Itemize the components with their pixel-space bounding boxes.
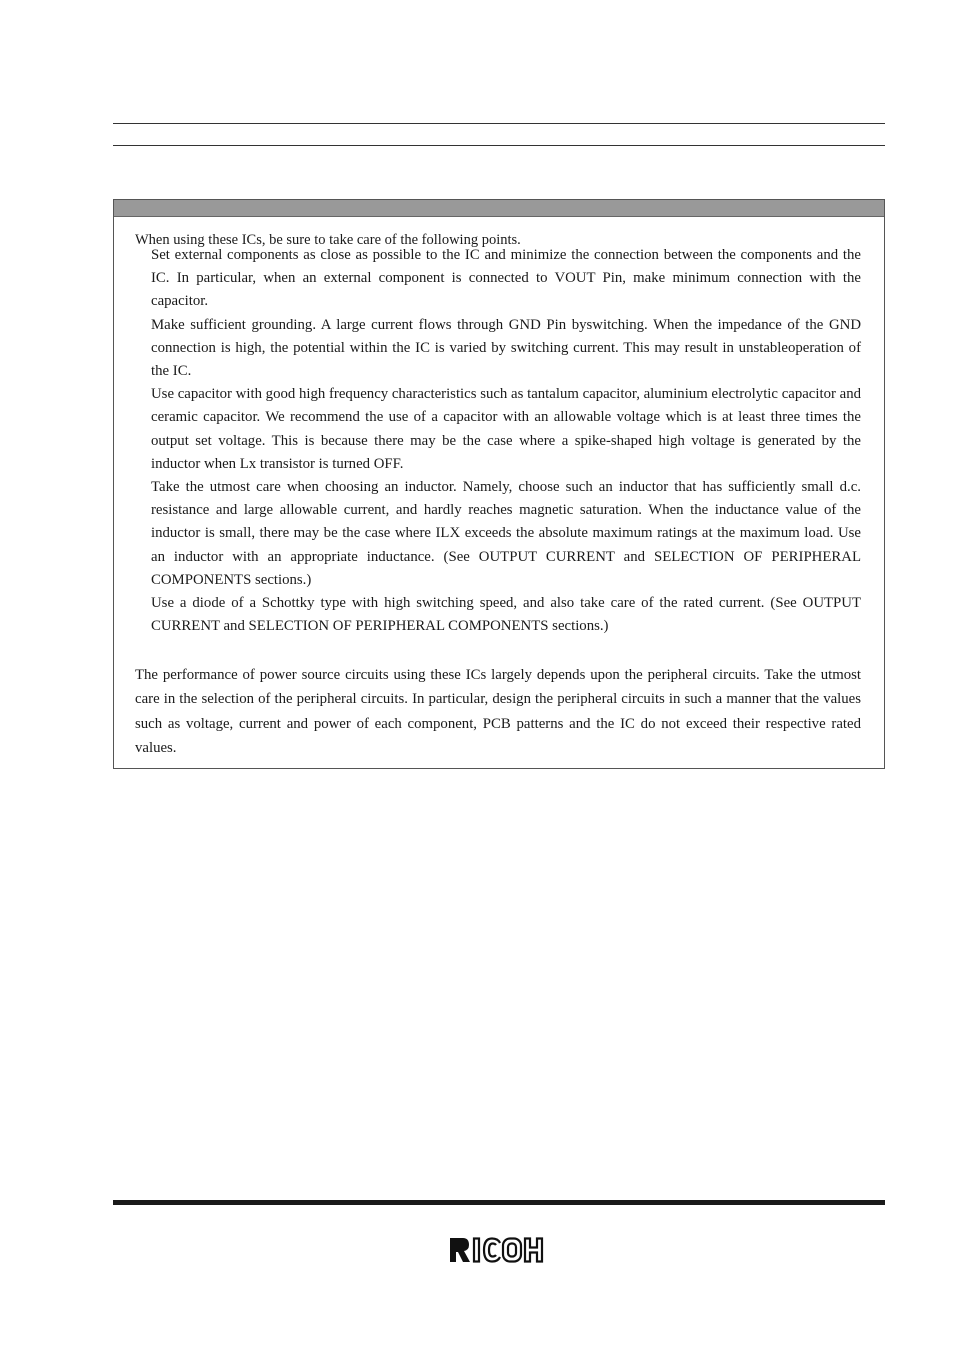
notes-closing-paragraph: The performance of power source circuits using these ICs largely depends upon the peripheral circuits. Take the utmost care in the selection of the peripheral circuits. In particular, design the peripheral circuits in such a manner that the values such as voltage, current and power of each component, PCB patterns and the IC do not exceed their respective rated values. bbox=[135, 667, 861, 756]
header-rule-bottom bbox=[113, 145, 885, 146]
notes-header-bar bbox=[114, 200, 884, 217]
ricoh-logo bbox=[449, 1236, 549, 1264]
notes-intro: When using these ICs, be sure to take care of the following points. bbox=[135, 232, 521, 248]
notes-item-capacitor: Use capacitor with good high frequency characteristics such as tantalum capacitor, aluminium electrolytic capacitor and ceramic capacitor. We recommend the use of a capacitor with an allowable voltage which is at least three times the output set voltage. This is because there may be the case where a spike-shaped high voltage is generated by the inductor when Lx transistor is turned OFF. bbox=[151, 386, 861, 472]
notes-item-layout: Set external components as close as possible to the IC and minimize the connection between the components and the IC. In particular, when an external component is connected to VOUT Pin, make minimum connection with the capacitor. bbox=[151, 247, 861, 310]
notes-item-diode: Use a diode of a Schottky type with high switching speed, and also take care of the rated current. (See OUTPUT CURRENT and SELECTION OF PERIPHERAL COMPONENTS sections.) bbox=[151, 595, 861, 635]
usage-notes-box bbox=[113, 199, 885, 769]
footer-rule bbox=[113, 1200, 885, 1205]
notes-list bbox=[151, 244, 861, 638]
header-rule-top bbox=[113, 123, 885, 124]
notes-item-inductor: Take the utmost care when choosing an inductor. Namely, choose such an inductor that has sufficiently small d.c. resistance and large allowable current, and hardly reaches magnetic saturation. When the inductance value of the inductor is small, there may be the case where ILX exceeds the absolute maximum ratings at the maximum load. Use an inductor with an appropriate inductance. (See OUTPUT CURRENT and SELECTION OF PERIPHERAL COMPONENTS sections.) bbox=[151, 479, 861, 588]
notes-item-grounding: Make sufficient grounding. A large current flows through GND Pin byswitching. When the impedance of the GND connection is high, the potential within the IC is varied by switching current. This may result in unstableoperation of the IC. bbox=[151, 316, 861, 380]
